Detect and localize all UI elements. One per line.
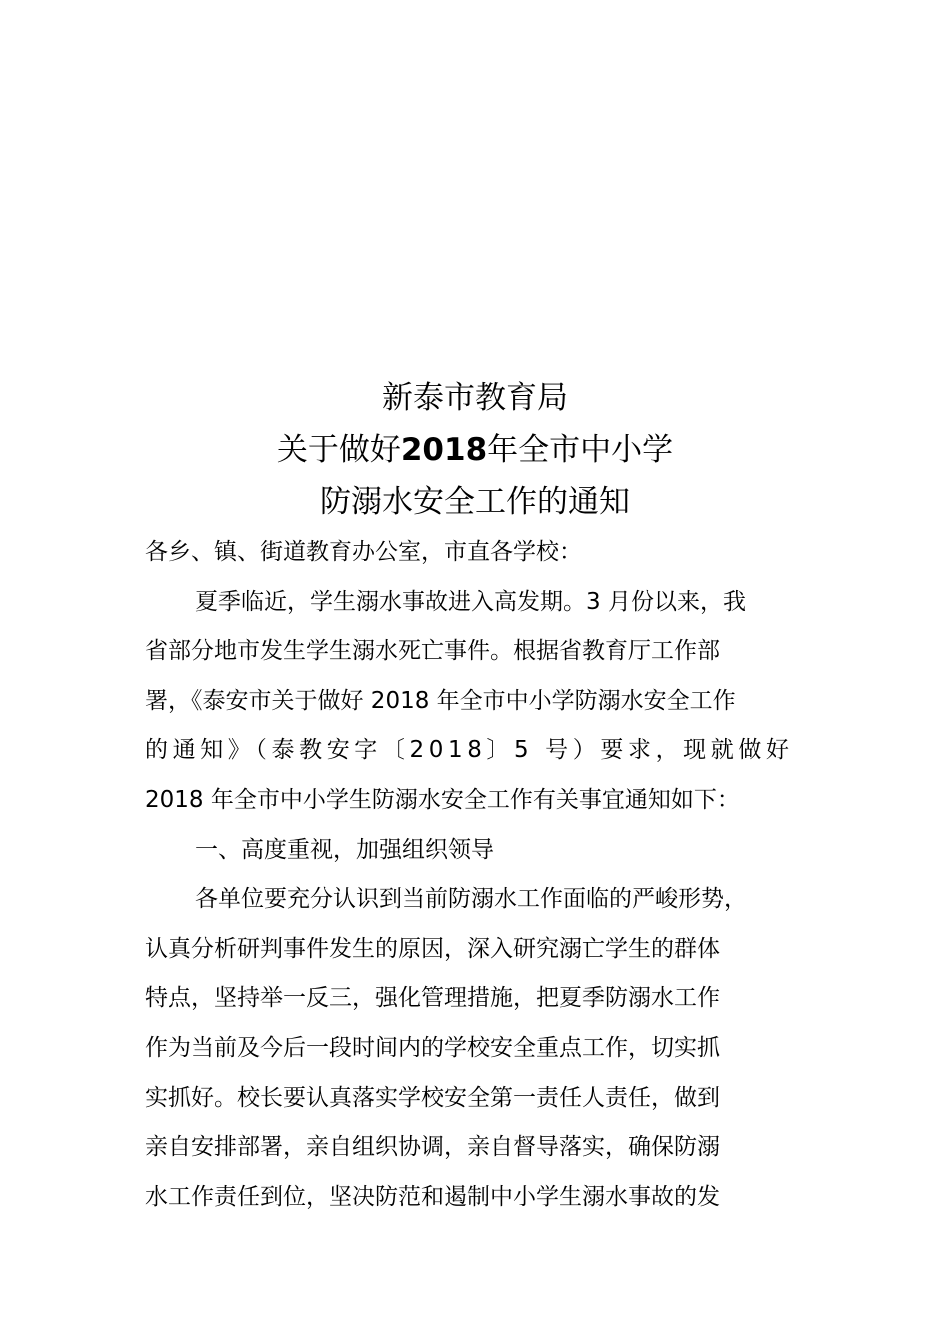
salutation: 各乡、镇、街道教育办公室，市直各学校：	[145, 539, 582, 565]
title-subject-prefix: 关于做好	[276, 432, 401, 468]
title-issuer: 新泰市教育局	[382, 380, 568, 416]
body-line: 实抓好。校长要认真落实学校安全第一责任人责任，做到	[145, 1084, 720, 1111]
body-line: 署，《泰安市关于做好 2018 年全市中小学防溺水安全工作	[145, 687, 736, 714]
body-line: 亲自安排部署，亲自组织协调，亲自督导落实，确保防溺	[145, 1134, 720, 1161]
body-line: 水工作责任到位，坚决防范和遏制中小学生溺水事故的发	[145, 1183, 720, 1210]
body-line: 特点，坚持举一反三，强化管理措施，把夏季防溺水工作	[145, 985, 720, 1012]
body-line: 作为当前及今后一段时间内的学校安全重点工作，切实抓	[145, 1034, 720, 1061]
body-line: 认真分析研判事件发生的原因，深入研究溺亡学生的群体	[145, 935, 720, 962]
title-topic: 防溺水安全工作的通知	[320, 484, 630, 520]
document-body	[145, 528, 845, 1222]
document-title	[0, 372, 950, 528]
body-line: 各单位要充分认识到当前防溺水工作面临的严峻形势，	[195, 886, 747, 913]
body-line: 省部分地市发生学生溺水死亡事件。根据省教育厅工作部	[145, 638, 720, 665]
title-year: 2018	[400, 432, 488, 468]
title-subject-suffix: 年全市中小学	[487, 432, 674, 468]
body-line: 2018 年全市中小学生防溺水安全工作有关事宜通知如下：	[145, 786, 740, 813]
title-subject	[0, 424, 950, 476]
body-line: 的通知》（泰教安字〔2018〕5 号）要求，现就做好	[145, 737, 794, 764]
body-line: 夏季临近，学生溺水事故进入高发期。3 月份以来，我	[195, 588, 746, 615]
section-heading: 一、高度重视，加强组织领导	[195, 836, 494, 863]
